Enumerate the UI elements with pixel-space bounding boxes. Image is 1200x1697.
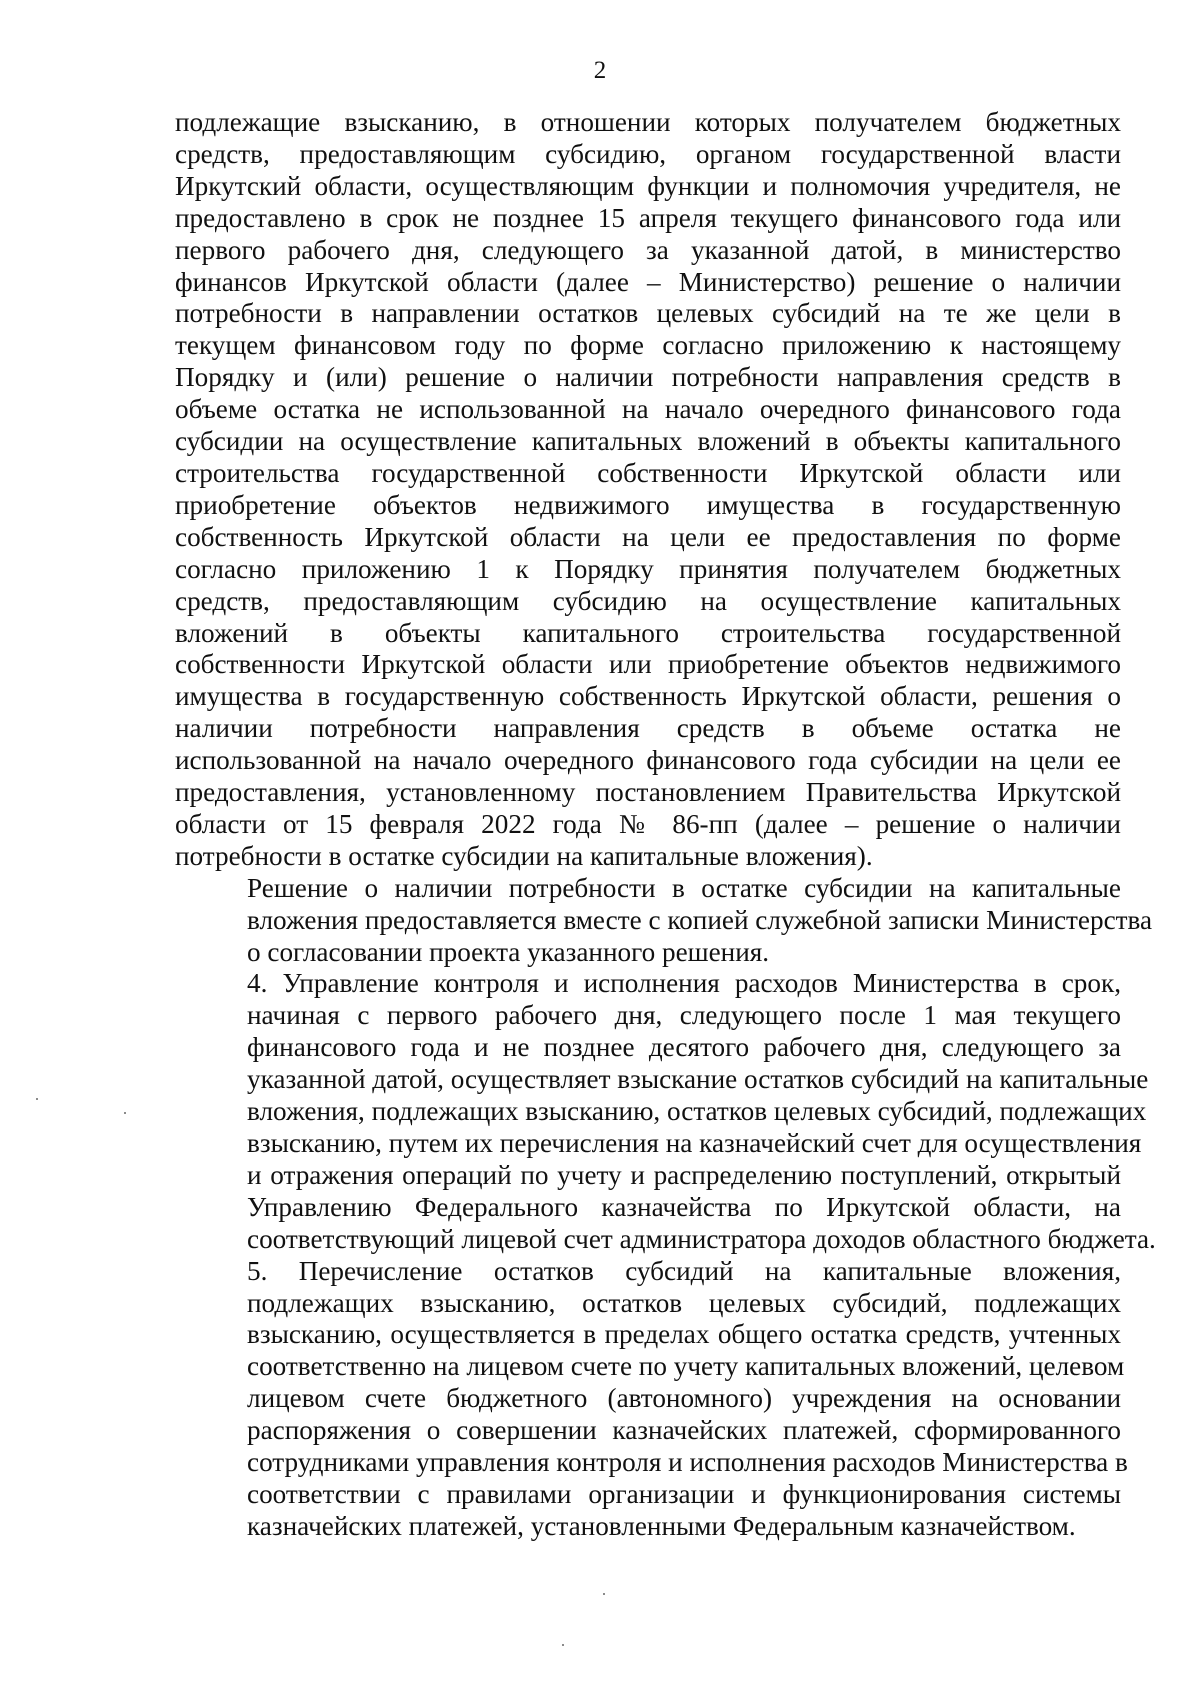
text-line: приобретение объектов недвижимого имущества в государственную xyxy=(175,489,1121,520)
text-line: и отражения операций по учету и распределению поступлений, открытый xyxy=(247,1159,1121,1190)
scan-speck xyxy=(603,1593,605,1595)
scan-speck xyxy=(36,1098,38,1100)
text-line: Решение о наличии потребности в остатке субсидии на капитальные xyxy=(247,872,1121,903)
text-line: Управлению Федерального казначейства по Иркутской области, на xyxy=(247,1191,1121,1222)
text-line: финансового года и не позднее десятого рабочего дня, следующего за xyxy=(247,1032,1121,1063)
text-line: имущества в государственную собственность Иркутской области, решения о xyxy=(175,681,1121,712)
text-line: 4. Управление контроля и исполнения расходов Министерства в срок, xyxy=(247,968,1121,999)
text-line: взысканию, осуществляется в пределах общего остатка средств, учтенных xyxy=(247,1319,1121,1350)
text-line: вложений в объекты капитального строительства государственной xyxy=(175,617,1121,648)
text-line: потребности в направлении остатков целевых субсидий на те же цели в xyxy=(175,298,1121,329)
text-line: сотрудниками управления контроля и исполнения расходов Министерства в xyxy=(247,1447,1128,1478)
text-line: указанной датой, осуществляет взыскание остатков субсидий на капитальные xyxy=(247,1064,1149,1095)
text-line: Иркутский области, осуществляющим функции и полномочия учредителя, не xyxy=(175,170,1121,201)
text-line: финансов Иркутской области (далее – Министерство) решение о наличии xyxy=(175,266,1121,297)
text-line: текущем финансовом году по форме согласно приложению к настоящему xyxy=(175,330,1121,361)
text-line: предоставления, установленному постановлением Правительства Иркутской xyxy=(175,777,1121,808)
text-line: области от 15 февраля 2022 года № 86-пп (далее – решение о наличии xyxy=(175,808,1121,839)
text-line: о согласовании проекта указанного решения. xyxy=(247,936,770,967)
text-line: субсидии на осуществление капитальных вложений в объекты капитального xyxy=(175,426,1121,457)
paragraph xyxy=(175,968,1156,1255)
text-line: казначейских платежей, установленными Федеральным казначейством. xyxy=(247,1510,1076,1541)
text-line: соответственно на лицевом счете по учету капитальных вложений, целевом xyxy=(247,1351,1125,1382)
text-line: вложения предоставляется вместе с копией служебной записки Министерства xyxy=(247,904,1153,935)
text-line: Порядку и (или) решение о наличии потребности направления средств в xyxy=(175,362,1121,393)
text-line: первого рабочего дня, следующего за указанной датой, в министерство xyxy=(175,234,1121,265)
text-line: средств, предоставляющим субсидию, органом государственной власти xyxy=(175,138,1121,169)
paragraph xyxy=(175,107,1121,873)
text-line: взысканию, путем их перечисления на казначейский счет для осуществления xyxy=(247,1128,1142,1158)
text-line: потребности в остатке субсидии на капитальные вложения). xyxy=(175,840,873,871)
scan-speck xyxy=(562,1644,564,1646)
paragraph xyxy=(175,1255,1128,1543)
text-line: наличии потребности направления средств в объеме остатка не xyxy=(175,713,1121,744)
text-line: строительства государственной собственности Иркутской области или xyxy=(175,457,1121,488)
text-line: собственность Иркутской области на цели ее предоставления по форме xyxy=(175,521,1121,552)
text-line: подлежащих взысканию, остатков целевых субсидий, подлежащих xyxy=(247,1287,1121,1318)
page-number: 2 xyxy=(593,57,607,84)
text-line: средств, предоставляющим субсидию на осуществление капитальных xyxy=(175,585,1121,616)
text-line: распоряжения о совершении казначейских платежей, сформированного xyxy=(247,1415,1121,1446)
text-line: предоставлено в срок не позднее 15 апреля текущего финансового года или xyxy=(175,202,1121,233)
text-line: использованной на начало очередного финансового года субсидии на цели ее xyxy=(175,745,1121,776)
text-line: соответствующий лицевой счет администратора доходов областного бюджета. xyxy=(247,1223,1156,1254)
document-body xyxy=(175,107,1156,1543)
text-line: лицевом счете бюджетного (автономного) учреждения на основании xyxy=(247,1383,1121,1414)
text-line: согласно приложению 1 к Порядку принятия получателем бюджетных xyxy=(175,553,1121,584)
paragraph xyxy=(175,872,1153,969)
text-line: 5. Перечисление остатков субсидий на капитальные вложения, xyxy=(247,1255,1121,1286)
text-line: собственности Иркутской области или приобретение объектов недвижимого xyxy=(175,649,1121,680)
text-line: начиная с первого рабочего дня, следующего после 1 мая текущего xyxy=(247,1000,1121,1031)
text-line: подлежащие взысканию, в отношении которых получателем бюджетных xyxy=(175,107,1121,137)
scan-speck xyxy=(124,1112,126,1114)
text-line: объеме остатка не использованной на начало очередного финансового года xyxy=(175,394,1121,425)
text-line: соответствии с правилами организации и функционирования системы xyxy=(247,1478,1121,1509)
text-line: вложения, подлежащих взысканию, остатков целевых субсидий, подлежащих xyxy=(247,1096,1147,1127)
